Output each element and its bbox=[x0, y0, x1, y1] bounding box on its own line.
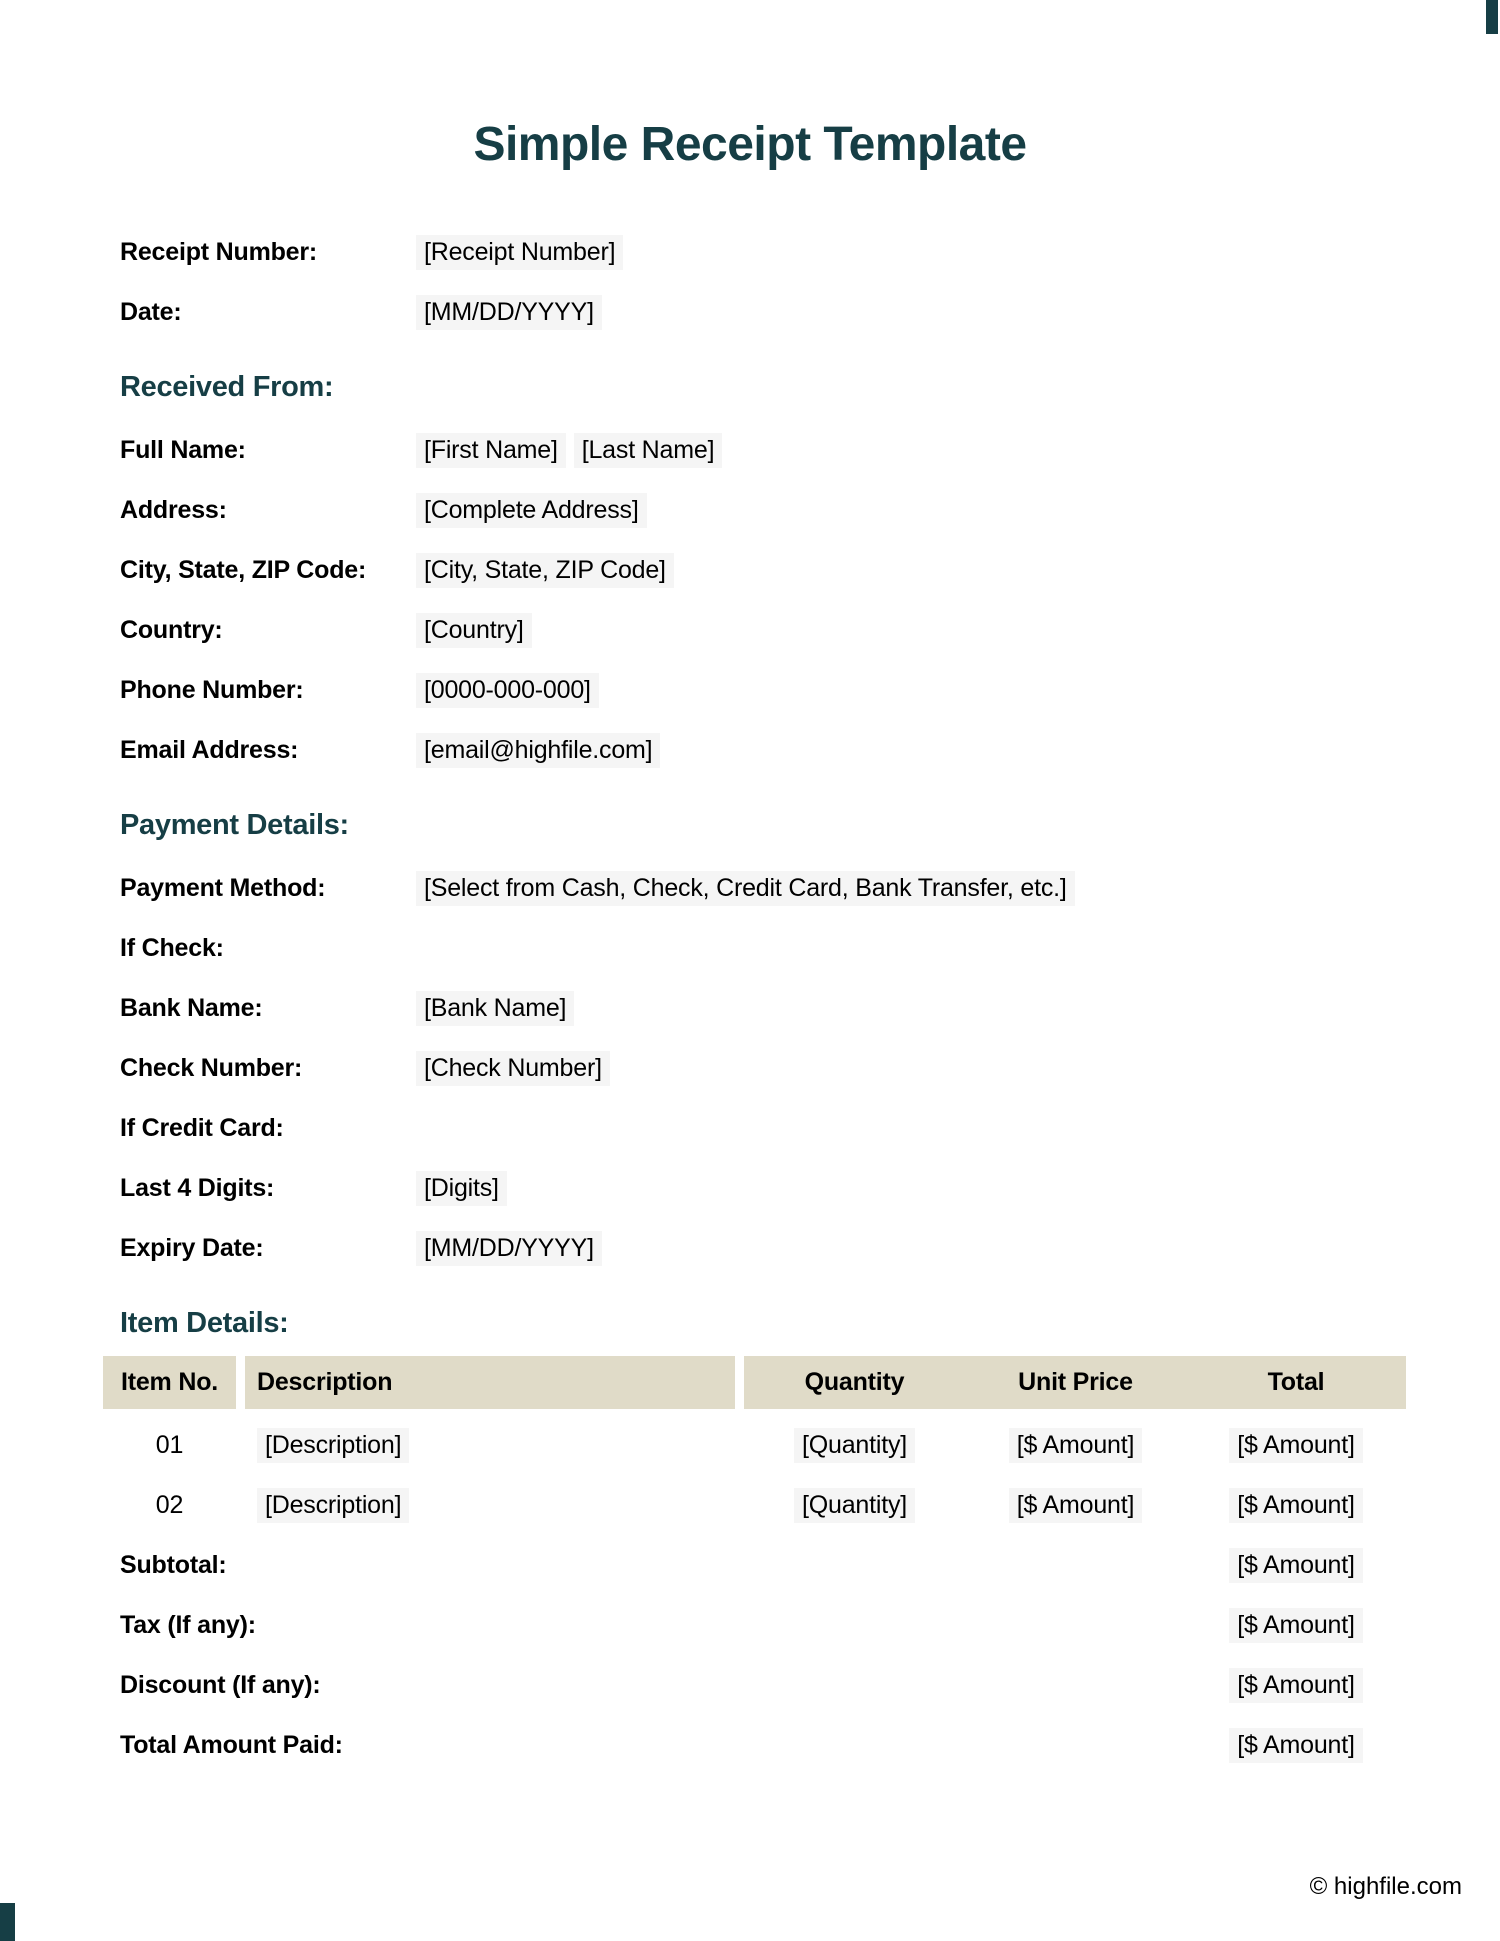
field-label-bank-name: Bank Name: bbox=[120, 993, 263, 1022]
field-row-phone-number bbox=[120, 660, 1406, 720]
totals-label-discount-if-any: Discount (If any): bbox=[120, 1670, 321, 1699]
totals-row-total-amount-paid bbox=[103, 1715, 1406, 1775]
field-label-phone-number: Phone Number: bbox=[120, 675, 304, 704]
field-label-email-address: Email Address: bbox=[120, 735, 299, 764]
quantity-placeholder[interactable]: [Quantity] bbox=[794, 1488, 915, 1523]
cell-total bbox=[1186, 1488, 1406, 1523]
field-placeholder-country[interactable]: [Country] bbox=[416, 613, 532, 648]
total-placeholder[interactable]: [$ Amount] bbox=[1229, 1428, 1363, 1463]
item-table-header-row bbox=[103, 1356, 1406, 1409]
table-row-02 bbox=[103, 1475, 1406, 1535]
receipt-meta-fields bbox=[120, 222, 1406, 342]
footer-copyright: © highfile.com bbox=[1309, 1873, 1462, 1900]
field-placeholder-email-address[interactable]: [email@highfile.com] bbox=[416, 733, 660, 768]
description-placeholder[interactable]: [Description] bbox=[257, 1488, 409, 1523]
unit-price-placeholder[interactable]: [$ Amount] bbox=[1009, 1488, 1143, 1523]
totals-label-tax-if-any: Tax (If any): bbox=[120, 1610, 256, 1639]
field-label-check-number: Check Number: bbox=[120, 1053, 303, 1082]
unit-price-placeholder[interactable]: [$ Amount] bbox=[1009, 1428, 1143, 1463]
field-label-if-credit-card: If Credit Card: bbox=[120, 1113, 284, 1142]
field-row-check-number bbox=[120, 1038, 1406, 1098]
field-label-if-check: If Check: bbox=[120, 933, 224, 962]
field-row-city-state-zip-code bbox=[120, 540, 1406, 600]
cell-unit-price bbox=[965, 1428, 1186, 1463]
section-heading-received-from: Received From: bbox=[120, 371, 334, 403]
field-placeholder-payment-method[interactable]: [Select from Cash, Check, Credit Card, Bank Transfer, etc.] bbox=[416, 871, 1075, 906]
field-row-country bbox=[120, 600, 1406, 660]
field-value-full-name bbox=[416, 433, 722, 468]
amount-placeholder-total-amount-paid[interactable]: [$ Amount] bbox=[1229, 1728, 1363, 1763]
table-row-01 bbox=[103, 1415, 1406, 1475]
field-label-last-4-digits: Last 4 Digits: bbox=[120, 1173, 275, 1202]
field-value-bank-name bbox=[416, 991, 574, 1026]
field-value-email-address bbox=[416, 733, 660, 768]
field-label-receipt-number: Receipt Number: bbox=[120, 237, 318, 266]
totals-row-subtotal bbox=[103, 1535, 1406, 1595]
totals-amount-discount-if-any bbox=[1186, 1668, 1406, 1703]
totals-amount-tax-if-any bbox=[1186, 1608, 1406, 1643]
received-from-fields bbox=[120, 420, 1406, 780]
cell-description bbox=[245, 1428, 735, 1463]
field-placeholder-date[interactable]: [MM/DD/YYYY] bbox=[416, 295, 602, 330]
field-placeholder-check-number[interactable]: [Check Number] bbox=[416, 1051, 610, 1086]
field-placeholder-city-state-zip-code[interactable]: [City, State, ZIP Code] bbox=[416, 553, 674, 588]
field-row-expiry-date bbox=[120, 1218, 1406, 1278]
table-header-unit-price: Unit Price bbox=[965, 1356, 1186, 1409]
section-heading-item-details: Item Details: bbox=[120, 1307, 289, 1339]
field-label-address: Address: bbox=[120, 495, 227, 524]
field-row-if-credit-card bbox=[120, 1098, 1406, 1158]
field-label-expiry-date: Expiry Date: bbox=[120, 1233, 264, 1262]
amount-placeholder-subtotal[interactable]: [$ Amount] bbox=[1229, 1548, 1363, 1583]
field-value-address bbox=[416, 493, 647, 528]
field-label-date: Date: bbox=[120, 297, 182, 326]
field-value-phone-number bbox=[416, 673, 599, 708]
table-header-quantity: Quantity bbox=[744, 1356, 965, 1409]
field-row-if-check bbox=[120, 918, 1406, 978]
field-row-full-name bbox=[120, 420, 1406, 480]
payment-details-fields bbox=[120, 858, 1406, 1278]
totals-row-tax-if-any bbox=[103, 1595, 1406, 1655]
field-value-payment-method bbox=[416, 871, 1075, 906]
field-row-email-address bbox=[120, 720, 1406, 780]
field-placeholder-full-name[interactable]: [First Name] bbox=[416, 433, 566, 468]
field-label-city-state-zip-code: City, State, ZIP Code: bbox=[120, 555, 367, 584]
field-value-receipt-number bbox=[416, 235, 623, 270]
corner-accent-bottom-left bbox=[0, 1903, 15, 1941]
field-row-date bbox=[120, 282, 1406, 342]
cell-total bbox=[1186, 1428, 1406, 1463]
field-label-country: Country: bbox=[120, 615, 223, 644]
field-row-payment-method bbox=[120, 858, 1406, 918]
field-placeholder-receipt-number[interactable]: [Receipt Number] bbox=[416, 235, 623, 270]
description-placeholder[interactable]: [Description] bbox=[257, 1428, 409, 1463]
field-placeholder-expiry-date[interactable]: [MM/DD/YYYY] bbox=[416, 1231, 602, 1266]
table-header-description: Description bbox=[245, 1356, 735, 1409]
field-value-last-4-digits bbox=[416, 1171, 507, 1206]
page-title: Simple Receipt Template bbox=[473, 118, 1027, 171]
quantity-placeholder[interactable]: [Quantity] bbox=[794, 1428, 915, 1463]
field-label-full-name: Full Name: bbox=[120, 435, 246, 464]
field-row-receipt-number bbox=[120, 222, 1406, 282]
cell-quantity bbox=[744, 1488, 965, 1523]
table-header-item-no: Item No. bbox=[103, 1356, 236, 1409]
item-table-totals bbox=[103, 1535, 1406, 1775]
corner-accent-top-right bbox=[1486, 0, 1498, 34]
totals-amount-subtotal bbox=[1186, 1548, 1406, 1583]
amount-placeholder-tax-if-any[interactable]: [$ Amount] bbox=[1229, 1608, 1363, 1643]
item-table-body bbox=[103, 1415, 1406, 1535]
cell-item-no: 01 bbox=[155, 1430, 184, 1459]
field-value-date bbox=[416, 295, 602, 330]
totals-label-subtotal: Subtotal: bbox=[120, 1550, 227, 1579]
amount-placeholder-discount-if-any[interactable]: [$ Amount] bbox=[1229, 1668, 1363, 1703]
item-details-table bbox=[103, 1356, 1406, 1775]
total-placeholder[interactable]: [$ Amount] bbox=[1229, 1488, 1363, 1523]
field-placeholder-address[interactable]: [Complete Address] bbox=[416, 493, 647, 528]
field-label-payment-method: Payment Method: bbox=[120, 873, 326, 902]
field-placeholder-phone-number[interactable]: [0000-000-000] bbox=[416, 673, 599, 708]
cell-item-no: 02 bbox=[155, 1490, 184, 1519]
table-header-total: Total bbox=[1186, 1356, 1406, 1409]
field-value-expiry-date bbox=[416, 1231, 602, 1266]
cell-quantity bbox=[744, 1428, 965, 1463]
totals-amount-total-amount-paid bbox=[1186, 1728, 1406, 1763]
cell-unit-price bbox=[965, 1488, 1186, 1523]
field-placeholder-full-name[interactable]: [Last Name] bbox=[574, 433, 723, 468]
field-value-city-state-zip-code bbox=[416, 553, 674, 588]
totals-row-discount-if-any bbox=[103, 1655, 1406, 1715]
field-placeholder-last-4-digits[interactable]: [Digits] bbox=[416, 1171, 507, 1206]
field-value-country bbox=[416, 613, 532, 648]
document-body bbox=[0, 222, 1500, 1775]
field-value-check-number bbox=[416, 1051, 610, 1086]
section-heading-payment-details: Payment Details: bbox=[120, 809, 349, 841]
field-row-bank-name bbox=[120, 978, 1406, 1038]
cell-description bbox=[245, 1488, 735, 1523]
field-row-last-4-digits bbox=[120, 1158, 1406, 1218]
totals-label-total-amount-paid: Total Amount Paid: bbox=[120, 1730, 343, 1759]
field-placeholder-bank-name[interactable]: [Bank Name] bbox=[416, 991, 574, 1026]
field-row-address bbox=[120, 480, 1406, 540]
